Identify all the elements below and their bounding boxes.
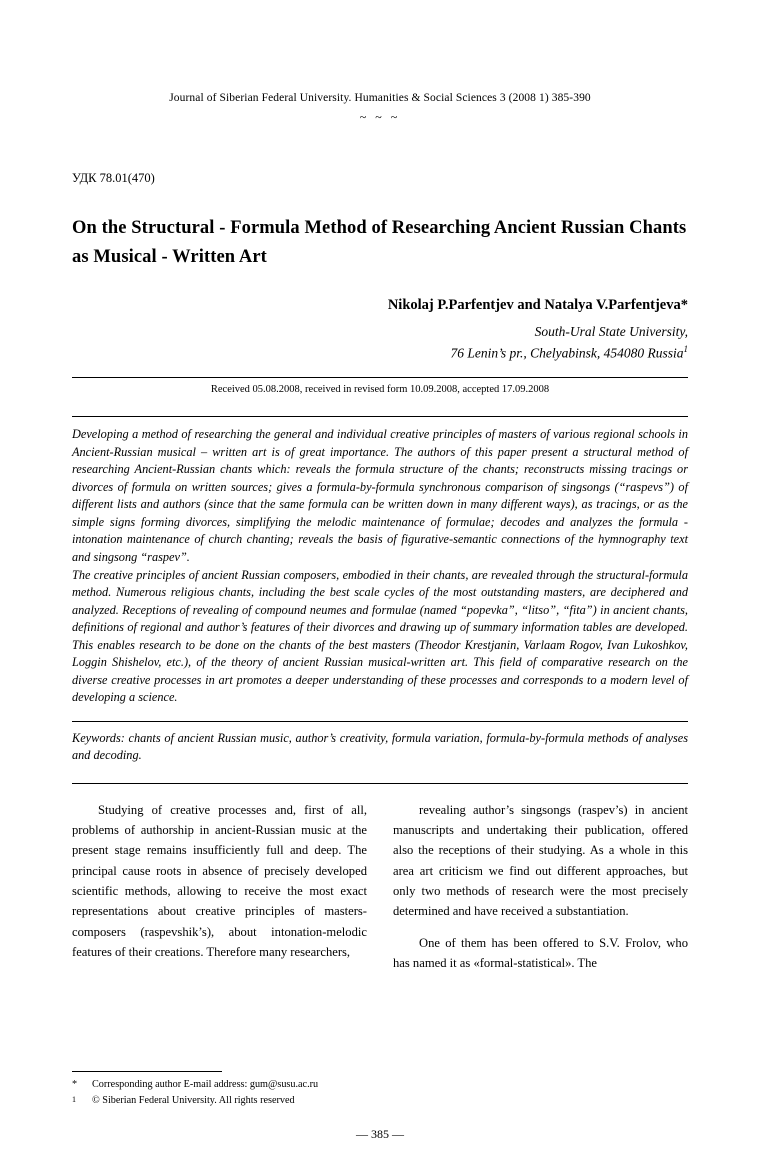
body-paragraph: One of them has been offered to S.V. Frolov, who has named it as «formal-statistical». The — [393, 935, 688, 971]
ornament-divider: ~ ~ ~ — [359, 110, 401, 124]
document-page — [0, 92, 760, 1172]
page-title: On the Structural - Formula Method of Researching Ancient Russian Chants as Musical - Written Art — [72, 218, 687, 267]
footnote-text: © Siberian Federal University. All rights reserved — [92, 1094, 295, 1106]
body-left-column — [72, 800, 367, 974]
abstract — [72, 417, 688, 706]
author-list: Nikolaj P.Parfentjev and Natalya V.Parfentjeva* — [387, 297, 688, 314]
footnote-marker: 1 — [72, 1094, 76, 1104]
body-right-column — [393, 800, 688, 974]
footnote-text: Corresponding author E-mail address: gum@susu.ac.ru — [92, 1079, 319, 1091]
keywords: Keywords: chants of ancient Russian music, author’s creativity, formula variation, formula-by-formula methods of analyses and decoding. — [72, 730, 688, 763]
footnote-item — [72, 1093, 688, 1108]
footnote-marker: * — [72, 1079, 78, 1091]
divider-keywords-bottom — [72, 783, 688, 784]
body-columns — [72, 800, 688, 974]
udk-code: УДК 78.01(470) — [72, 171, 155, 185]
journal-header: Journal of Siberian Federal University. Humanities & Social Sciences 3 (2008 1) 385-390 — [169, 92, 591, 104]
abstract-paragraph: The creative principles of ancient Russian composers, embodied in their chants, are revealed through the structural-formula method. Numerous religious chants, including the best scale cycles of the most outstanding masters, are deciphered and analyzed. Receptions of revealing of compound neumes and formulae (named “popevka”, “litso”, “fita”) in ancient chants, definitions of regional and author’s features of their divorces and drawing up of summary information tables are developed. This enables research to be done on the chants of the best masters (Theodor Krestjanin, Varlaam Rogov, Ivan Lukoshkov, Loggin Shishelov, etc.), of the theory of ancient Russian musical-written art. This field of comparative research on the diverse creative processes in art promotes a deeper understanding of these processes and corresponds to a modern level of developing a science. — [72, 567, 688, 705]
body-paragraph: Studying of creative processes and, first of all, problems of authorship in ancient-Russian music at the present stage remains insufficiently full and deep. The principal cause roots in absence of precisely developed scientific methods, allowing to receive the most exact representations about creative principles of masters-composers (raspevshik’s), about intonation-melodic features of their creations. Therefore many researchers, — [72, 802, 367, 960]
abstract-paragraph: Developing a method of researching the general and individual creative principles of masters of various regional schools in Ancient-Russian musical – written art is of great importance. The authors of this paper present a structural method of researching Ancient-Russian chants which: reveals the formula structure of the chants; reconstructs missing tracings or divorces of formula on written sources; gives a formula-by-formula synchronous comparison of singsongs (“raspevs”) of different lists and authors (since that the same formula can be written down in many different ways), as tracings, or as the simple signs forming divorces, simplifying the melodic maintenance of formulae; decodes and analyzes the formula -intonation maintenance of church chanting; reveals the basis of figurative-semantic connections of the hymnography text and singsong “raspev”. — [72, 427, 688, 564]
footnote-divider — [72, 1071, 222, 1072]
footnotes — [72, 1071, 688, 1108]
affiliation-footnote-marker: 1 — [683, 343, 688, 354]
affiliation-line-1: South-Ural State University, — [534, 324, 688, 340]
affiliation-address: 76 Lenin’s pr., Chelyabinsk, 454080 Russia — [450, 345, 684, 361]
affiliation — [72, 322, 688, 363]
page-number: — 385 — — [356, 1127, 404, 1141]
affiliation-line-2 — [72, 343, 688, 364]
received-dates: Received 05.08.2008, received in revised form 10.09.2008, accepted 17.09.2008 — [210, 384, 550, 396]
body-paragraph: revealing author’s singsongs (raspev’s) in ancient manuscripts and undertaking their publication, offered also the receptions of their studying. As a whole in this area art criticism we find out different approaches, but only two methods of research were the most precisely determined and have received a substantiation. — [393, 802, 688, 919]
